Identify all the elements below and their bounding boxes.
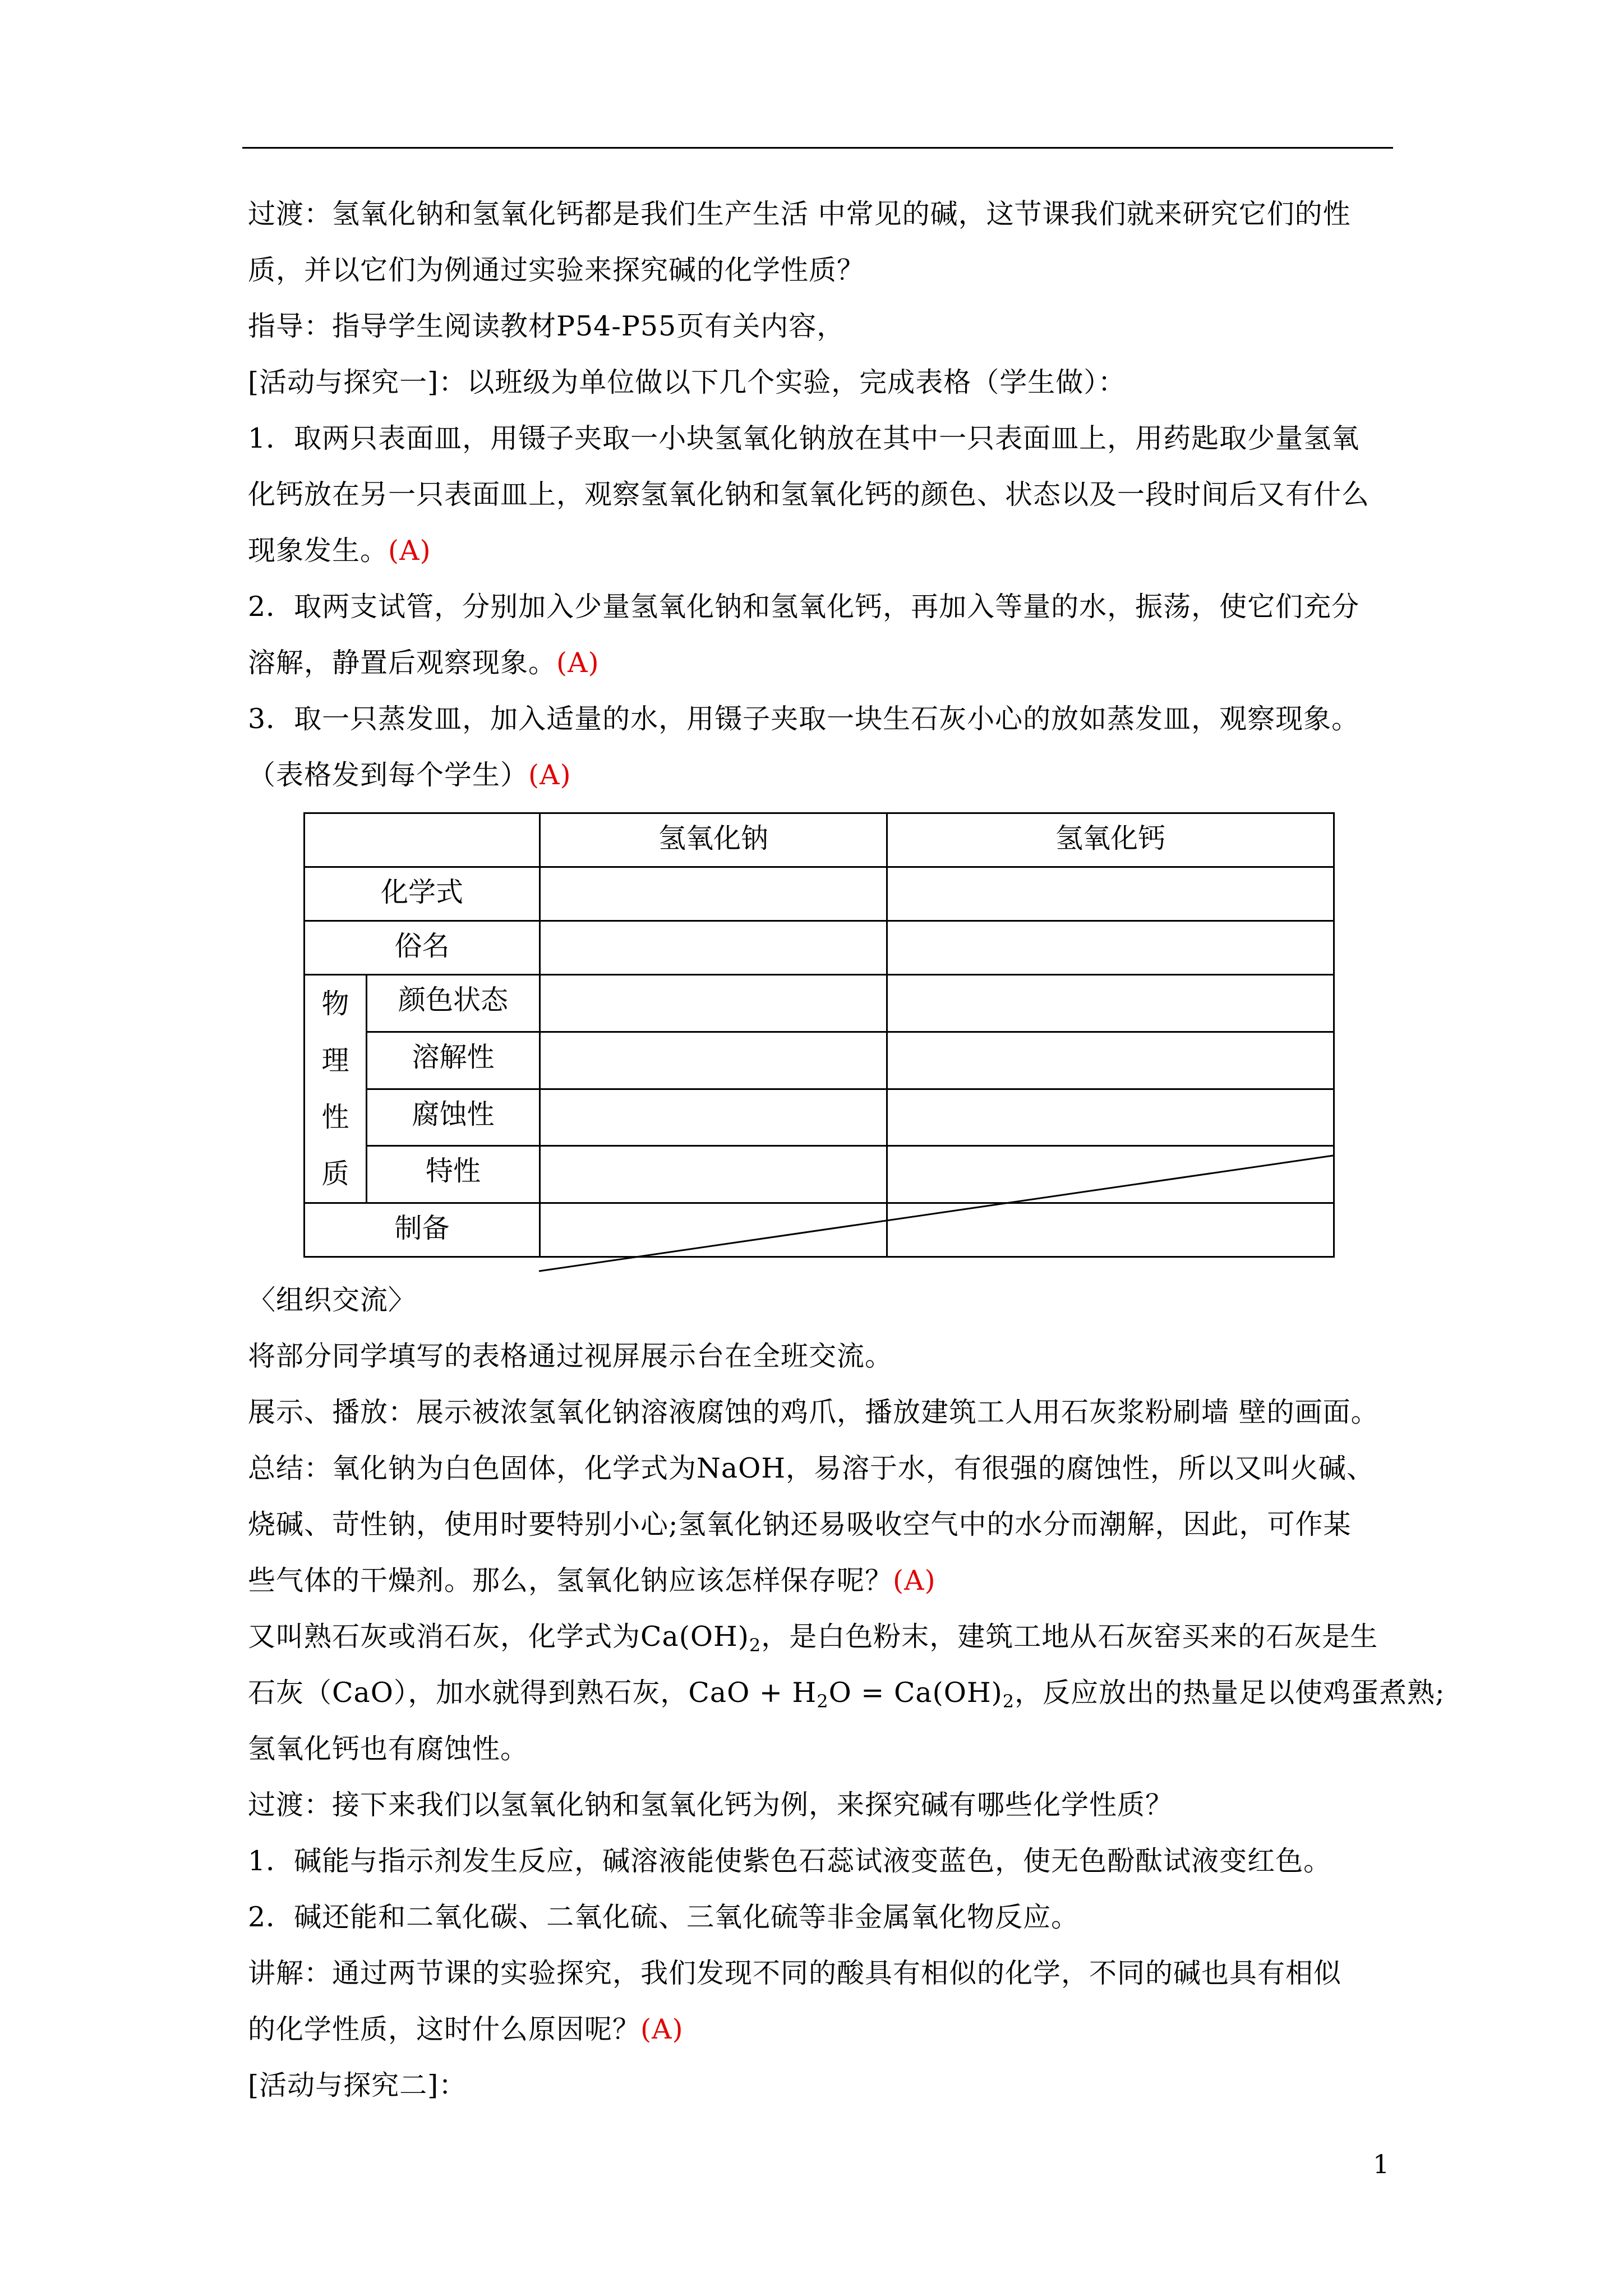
table-row [305,975,1334,1032]
mark-a: (A) [556,647,600,679]
row-label-preparation: 制备 [305,1203,540,1257]
mark-a: (A) [893,1565,936,1596]
text-line: （表格发到每个学生）(A) [248,759,571,791]
text-line: 现象发生。(A) [248,535,431,567]
text-line: 的化学性质，这时什么原因呢？(A) [248,2013,684,2045]
table-cell [887,1089,1334,1146]
text-line: 1．取两只表面皿，用镊子夹取一小块氢氧化钠放在其中一只表面皿上，用药匙取少量氢氧 [248,422,1360,454]
table-cell [887,921,1334,975]
text-line: 2．碱还能和二氧化碳、二氧化硫、三氧化硫等非金属氧化物反应。 [248,1901,1080,1933]
table-row [305,921,1334,975]
row-label-common-name: 俗名 [305,921,540,975]
mark-a: (A) [640,2013,684,2045]
col-header-caoh2: 氢氧化钙 [887,813,1334,867]
table-cell [540,1203,887,1257]
table-row [305,1032,1334,1089]
table-row [305,1203,1334,1257]
table-cell [540,975,887,1032]
text-line: [活动与探究一]：以班级为单位做以下几个实验，完成表格（学生做）： [248,366,1126,398]
text-line: 3．取一只蒸发皿，加入适量的水，用镊子夹取一块生石灰小心的放如蒸发皿，观察现象。 [248,703,1360,735]
table-cell [540,1146,887,1203]
table-row [305,813,1334,867]
text-line: 展示、播放：展示被浓氢氧化钠溶液腐蚀的鸡爪，播放建筑工人用石灰浆粉刷墙 壁的画面。 [248,1396,1379,1428]
text-line: 2．取两支试管，分别加入少量氢氧化钠和氢氧化钙，再加入等量的水，振荡，使它们充分 [248,591,1360,623]
text-line: 1．碱能与指示剂发生反应，碱溶液能使紫色石蕊试液变蓝色，使无色酚酞试液变红色。 [248,1845,1332,1877]
table-cell [540,1089,887,1146]
text-line: 过渡：接下来我们以氢氧化钠和氢氧化钙为例，来探究碱有哪些化学性质？ [248,1789,1174,1821]
table-corner-cell [305,813,540,867]
mark-a: (A) [528,759,571,791]
table-cell [887,1203,1334,1257]
row-label-characteristic: 特性 [367,1146,540,1203]
text-line: 质，并以它们为例通过实验来探究碱的化学性质？ [248,254,865,286]
text-line: 溶解，静置后观察现象。(A) [248,647,600,679]
text-line: [活动与探究二]： [248,2069,467,2101]
header-rule [242,147,1393,149]
table-row [305,1089,1334,1146]
table-cell [540,921,887,975]
row-label-corrosiveness: 腐蚀性 [367,1089,540,1146]
text-line: 总结：氧化钠为白色固体，化学式为NaOH，易溶于水，有很强的腐蚀性，所以又叫火碱、 [248,1452,1375,1484]
comparison-table [303,812,1335,1258]
table-cell [540,867,887,921]
text-line: 又叫熟石灰或消石灰，化学式为$Ca(OH)_2$，是白色粉末，建筑工地从石灰窑买来的石灰是生 [248,1621,1378,1656]
text-line: 指导：指导学生阅读教材P54-P55页有关内容， [248,310,845,342]
table-cell [887,867,1334,921]
page-number: 1 [1373,2149,1390,2179]
text-line: 讲解：通过两节课的实验探究，我们发现不同的酸具有相似的化学，不同的碱也具有相似 [248,1957,1342,1989]
table-row [305,867,1334,921]
table-cell [540,1032,887,1089]
mark-a: (A) [388,535,431,567]
text-line: 将部分同学填写的表格通过视屏展示台在全班交流。 [248,1340,893,1372]
text-line: 烧碱、苛性钠，使用时要特别小心;氢氧化钠还易吸收空气中的水分而潮解，因此，可作某 [248,1508,1352,1540]
row-label-solubility: 溶解性 [367,1032,540,1089]
row-label-formula: 化学式 [305,867,540,921]
table-cell [887,1032,1334,1089]
text-line: 〈组织交流〉 [248,1284,417,1316]
table-cell [887,975,1334,1032]
text-line: 石灰（CaO），加水就得到熟石灰，CaO + $H_2O = Ca(OH)_2$，反应放出的热量足以使鸡蛋煮熟; [248,1677,1445,1712]
text-line: 过渡：氢氧化钠和氢氧化钙都是我们生产生活 中常见的碱，这节课我们就来研究它们的性 [248,198,1351,230]
text-line: 氢氧化钙也有腐蚀性。 [248,1733,529,1765]
text-line: 化钙放在另一只表面皿上，观察氢氧化钠和氢氧化钙的颜色、状态以及一段时间后又有什么 [248,478,1370,510]
table-row [305,1146,1334,1203]
col-header-naoh: 氢氧化钠 [540,813,887,867]
text-line: 些气体的干燥剂。那么，氢氧化钠应该怎样保存呢？(A) [248,1565,936,1596]
row-group-physical-properties: 物 理 性 质 [305,975,367,1203]
table-cell [887,1146,1334,1203]
row-label-color-state: 颜色状态 [367,975,540,1032]
